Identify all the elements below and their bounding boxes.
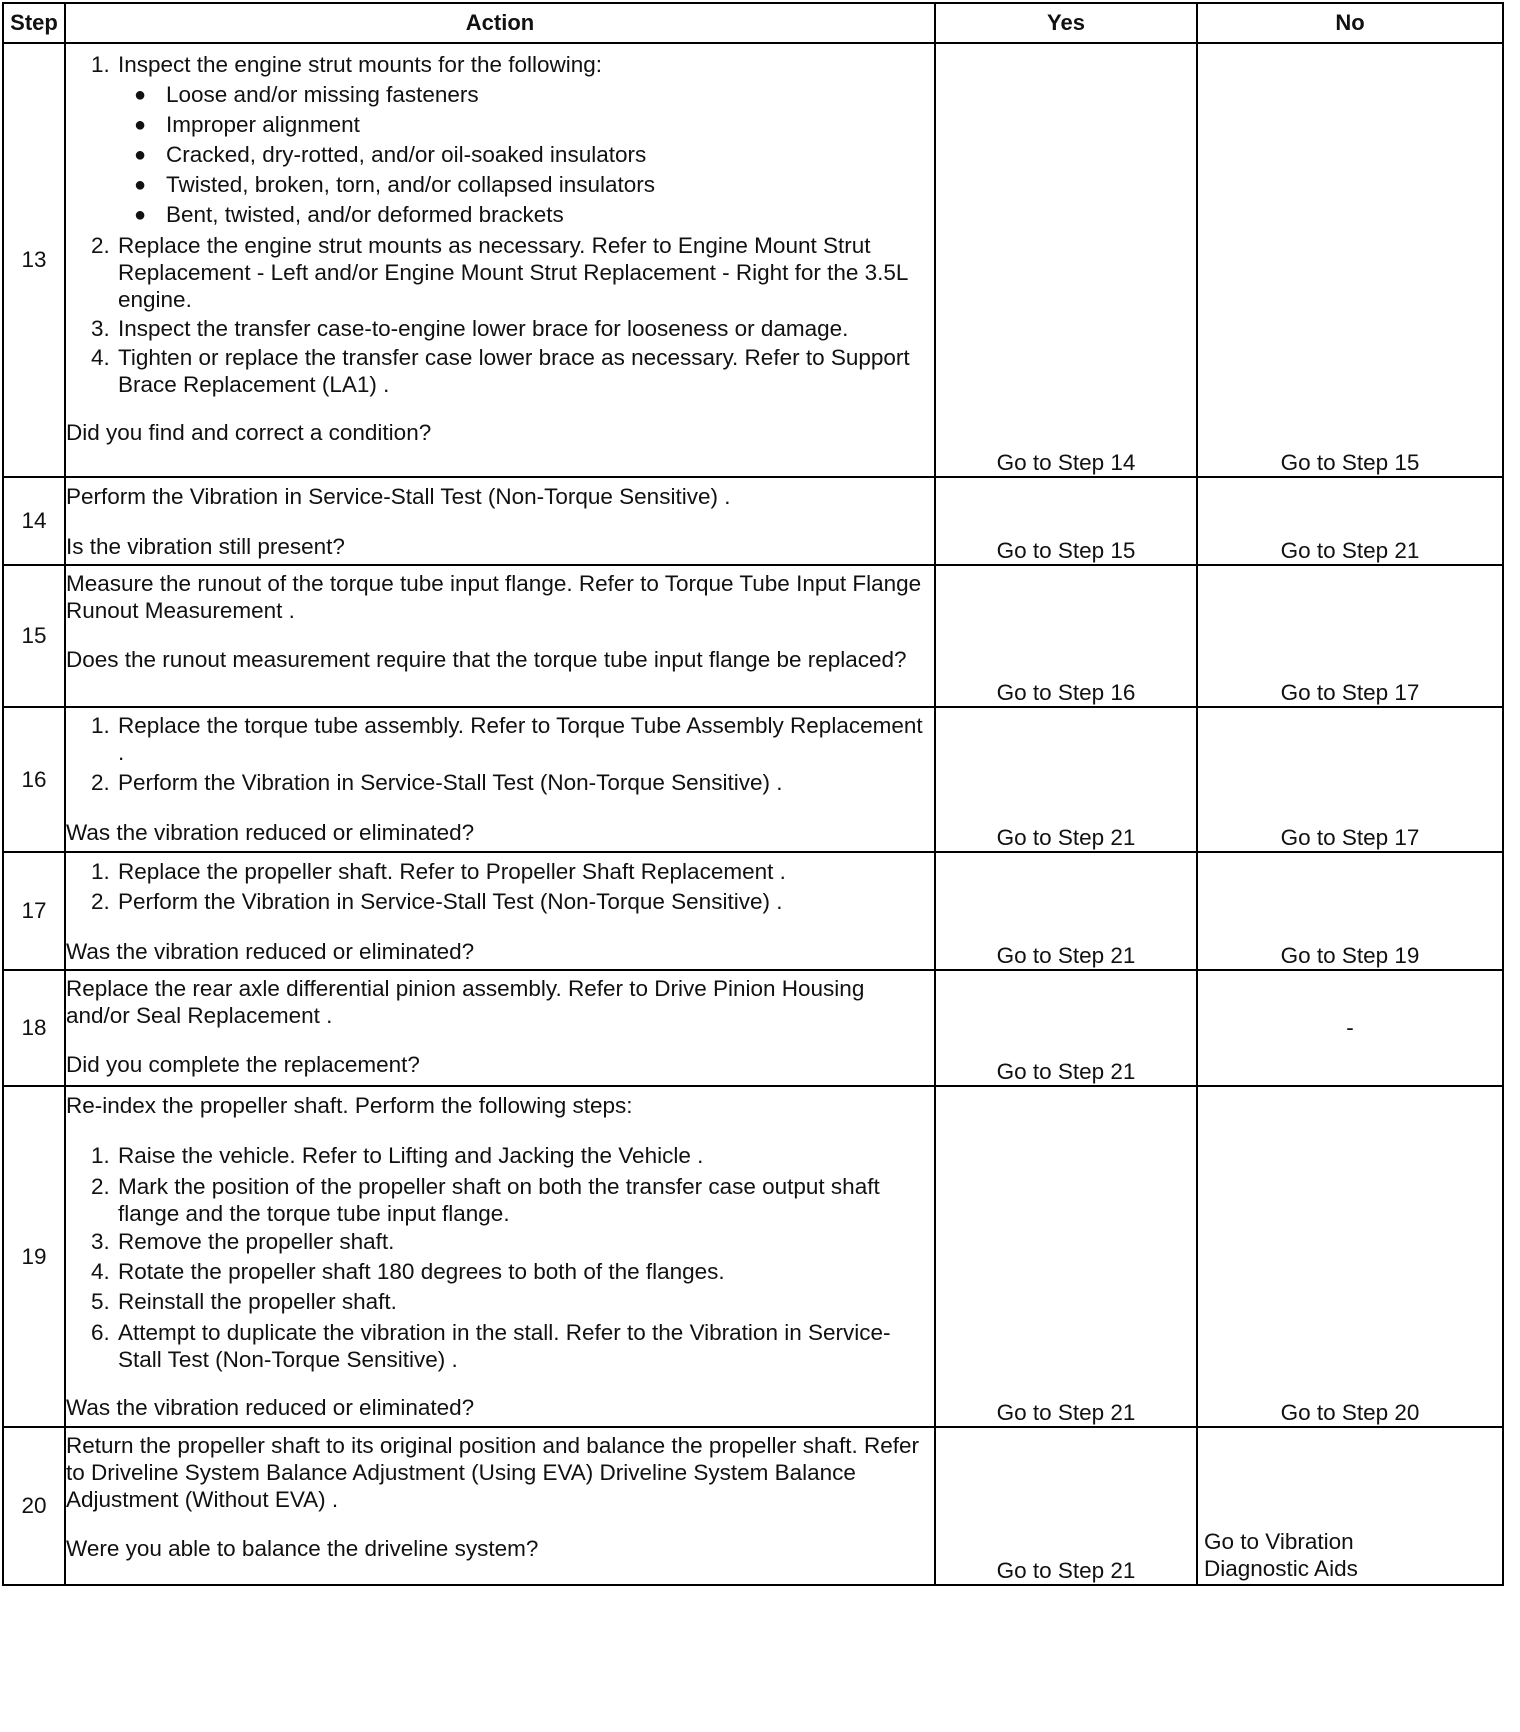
action-cell (65, 565, 935, 707)
step-number: 19 (3, 1086, 65, 1427)
action-text: Return the propeller shaft to its original position and balance the propeller shaft. Refer to Driveline System Balance Adjustment (Using EVA) Driveline System Balance Adjustment (Without EVA) . (66, 1433, 920, 1512)
list-item: 1. Replace the torque tube assembly. Refer to Torque Tube Assembly Replacement . (116, 712, 934, 766)
list-item: 3. Remove the propeller shaft. (116, 1227, 934, 1257)
no-cell: Go to Step 17 (1197, 565, 1503, 707)
table-row (3, 852, 1503, 970)
step-number: 13 (3, 43, 65, 477)
yes-cell: Go to Step 21 (935, 970, 1197, 1086)
action-cell (65, 707, 935, 852)
list-item: 4. Tighten or replace the transfer case lower brace as necessary. Refer to Support Brace Replacement (LA1) . (116, 342, 934, 398)
question-text: Was the vibration reduced or eliminated? (66, 939, 475, 964)
question-text: Does the runout measurement require that the torque tube input flange be replaced? (66, 647, 907, 672)
table-row (3, 970, 1503, 1086)
step-list (66, 857, 934, 917)
question-text: Did you find and correct a condition? (66, 420, 432, 445)
step-list (66, 50, 934, 398)
yes-cell: Go to Step 21 (935, 852, 1197, 970)
yes-cell: Go to Step 14 (935, 43, 1197, 477)
action-text: Measure the runout of the torque tube input flange. Refer to Torque Tube Input Flange Runout Measurement . (66, 571, 922, 623)
table-row (3, 477, 1503, 565)
list-item: 2. Perform the Vibration in Service-Stall Test (Non-Torque Sensitive) . (116, 766, 934, 798)
yes-cell: Go to Step 15 (935, 477, 1197, 565)
action-cell (65, 1086, 935, 1427)
list-item: 2. Replace the engine strut mounts as necessary. Refer to Engine Mount Strut Replacement - Left and/or Engine Mount Strut Replacement - Right for the 3.5L engine. (116, 230, 934, 313)
table-row (3, 1427, 1503, 1585)
action-text: Replace the rear axle differential pinion assembly. Refer to Drive Pinion Housing and/or Seal Replacement . (66, 976, 865, 1028)
action-cell (65, 852, 935, 970)
table-row (3, 43, 1503, 477)
bullet-list (118, 80, 934, 230)
no-cell: - (1197, 970, 1503, 1086)
action-cell (65, 477, 935, 565)
yes-cell: Go to Step 21 (935, 707, 1197, 852)
step-number: 18 (3, 970, 65, 1086)
header-action: Action (65, 3, 935, 43)
bullet-item: ● Improper alignment (150, 110, 934, 140)
yes-cell: Go to Step 16 (935, 565, 1197, 707)
question-text: Were you able to balance the driveline system? (66, 1536, 539, 1561)
list-item: 2. Mark the position of the propeller shaft on both the transfer case output shaft flange and the torque tube input flange. (116, 1171, 934, 1227)
list-item: 1. Replace the propeller shaft. Refer to Propeller Shaft Replacement . (116, 857, 934, 887)
no-cell (1197, 1427, 1503, 1585)
list-item: 1. Raise the vehicle. Refer to Lifting and Jacking the Vehicle . (116, 1141, 934, 1171)
step-list (66, 712, 934, 798)
question-text: Is the vibration still present? (66, 534, 345, 559)
header-no: No (1197, 3, 1503, 43)
question-text: Was the vibration reduced or eliminated? (66, 820, 475, 845)
step-number: 17 (3, 852, 65, 970)
header-step: Step (3, 3, 65, 43)
list-item: 5. Reinstall the propeller shaft. (116, 1287, 934, 1317)
list-item: 4. Rotate the propeller shaft 180 degrees to both of the flanges. (116, 1257, 934, 1287)
action-text: Perform the Vibration in Service-Stall Test (Non-Torque Sensitive) . (66, 484, 731, 509)
yes-cell: Go to Step 21 (935, 1427, 1197, 1585)
yes-cell: Go to Step 21 (935, 1086, 1197, 1427)
diagnostic-table (2, 2, 1504, 1586)
list-item: 2. Perform the Vibration in Service-Stall Test (Non-Torque Sensitive) . (116, 887, 934, 917)
no-cell: Go to Step 20 (1197, 1086, 1503, 1427)
table-row (3, 707, 1503, 852)
table-row (3, 565, 1503, 707)
step-number: 20 (3, 1427, 65, 1585)
bullet-item: ● Twisted, broken, torn, and/or collapsed insulators (150, 170, 934, 200)
action-text: Re-index the propeller shaft. Perform the following steps: (66, 1093, 633, 1118)
step-number: 14 (3, 477, 65, 565)
header-row (3, 3, 1503, 43)
step-number: 16 (3, 707, 65, 852)
header-yes: Yes (935, 3, 1197, 43)
action-cell (65, 43, 935, 477)
bullet-item: ● Bent, twisted, and/or deformed brackets (150, 200, 934, 230)
question-text: Was the vibration reduced or eliminated? (66, 1395, 475, 1420)
step-list (66, 1141, 934, 1373)
action-cell (65, 1427, 935, 1585)
list-item (116, 50, 934, 230)
step-number: 15 (3, 565, 65, 707)
bullet-item: ● Cracked, dry-rotted, and/or oil-soaked insulators (150, 140, 934, 170)
list-item-text: Inspect the engine strut mounts for the following: (118, 52, 603, 77)
list-item: 6. Attempt to duplicate the vibration in the stall. Refer to the Vibration in Service-Stall Test (Non-Torque Sensitive) . (116, 1317, 934, 1373)
no-cell-text: Go to Vibration Diagnostic Aids (1204, 1529, 1358, 1581)
bullet-item: ● Loose and/or missing fasteners (150, 80, 934, 110)
no-cell: Go to Step 19 (1197, 852, 1503, 970)
no-cell: Go to Step 17 (1197, 707, 1503, 852)
no-cell: Go to Step 21 (1197, 477, 1503, 565)
action-cell (65, 970, 935, 1086)
no-cell: Go to Step 15 (1197, 43, 1503, 477)
table-row (3, 1086, 1503, 1427)
question-text: Did you complete the replacement? (66, 1052, 420, 1077)
list-item: 3. Inspect the transfer case-to-engine lower brace for looseness or damage. (116, 313, 934, 342)
